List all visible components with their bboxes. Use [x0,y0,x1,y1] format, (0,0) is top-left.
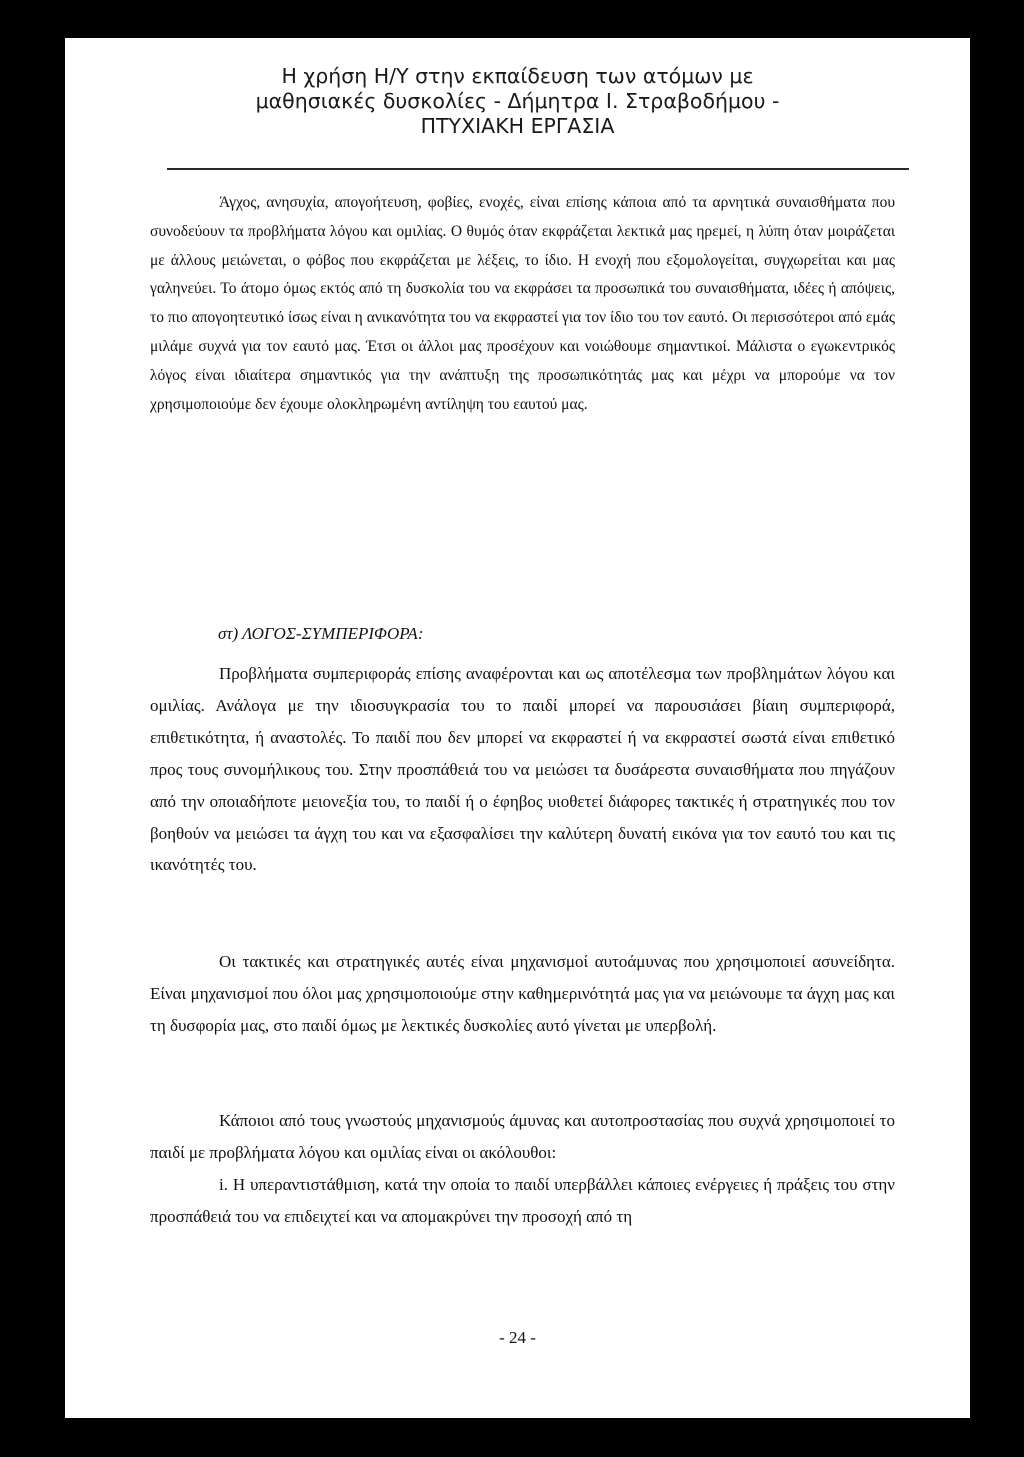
header-line-3: ΠΤΥΧΙΑΚΗ ΕΡΓΑΣΙΑ [420,114,615,138]
page-number: - 24 - [499,1328,536,1347]
paragraph-2: Προβλήματα συμπεριφοράς επίσης αναφέρονται και ως αποτέλεσμα των προβλημάτων λόγου και ομιλίας. Ανάλογα με την ιδιοσυγκρασία του το παιδί μπορεί να παρουσιάσει βίαιη συμπεριφορά, επιθετικότητα, ή αναστολές. Το παιδί που δεν μπορεί να εκφραστεί ή να εκφραστεί σωστά είναι επιθετικό προς τους συνομήλικους του. Στην προσπάθειά του να μειώσει τα δυσάρεστα συναισθήματα που πηγάζουν από την οποιαδήποτε μειονεξία του, το παιδί ή ο έφηβος υιοθετεί διάφορες τακτικές ή στρατηγικές που τον βοηθούν να μειώσει τα άγχη του και να εξασφαλίσει την καλύτερη δυνατή εικόνα για τον εαυτό του και τις ικανότητές του. [150,664,895,875]
header-line-2: μαθησιακές δυσκολίες - Δήμητρα Ι. Στραβοδήμου - [255,89,780,113]
header-line-1: Η χρήση Η/Υ στην εκπαίδευση των ατόμων με [281,64,754,88]
paragraph-3: Οι τακτικές και στρατηγικές αυτές είναι μηχανισμοί αυτοάμυνας που χρησιμοποιεί ασυνείδητα. Είναι μηχανισμοί που όλοι μας χρησιμοποιούμε στην καθημερινότητά μας για να μειώνουμε τα άγχη μας και τη δυσφορία μας, στο παιδί όμως με λεκτικές δυσκολίες αυτό γίνεται με υπερβολή. [150,952,895,1035]
section-title: στ) ΛΟΓΟΣ-ΣΥΜΠΕΡΙΦΟΡΑ: [218,624,424,643]
header-divider [167,168,909,170]
paragraph-1: Άγχος, ανησυχία, απογοήτευση, φοβίες, ενοχές, είναι επίσης κάποια από τα αρνητικά συναισθήματα που συνοδεύουν τα προβλήματα λόγου και ομιλίας. Ο θυμός όταν εκφράζεται λεκτικά μας ηρεμεί, η λύπη όταν μοιράζεται με άλλους μειώνεται, ο φόβος που εκφράζεται με λέξεις, το ίδιο. Η ενοχή που εξομολογείται, συγχωρείται και μας γαληνεύει. Το άτομο όμως εκτός από τη δυσκολία του να εκφράσει τα προσωπικά του συναισθήματα, ιδέες ή απόψεις, το πιο απογοητευτικό ίσως είναι η ανικανότητα του να εκφραστεί για τον ίδιο του τον εαυτό. Οι περισσότεροι από εμάς μιλάμε συχνά για τον εαυτό μας. Έτσι οι άλλοι μας προσέχουν και νοιώθουμε σημαντικοί. Μάλιστα ο εγωκεντρικός λόγος είναι ιδιαίτερα σημαντικός για την ανάπτυξη της προσωπικότητάς μας και μέχρι να μπορούμε να τον χρησιμοποιούμε δεν έχουμε ολοκληρωμένη αντίληψη του εαυτού μας. [150,194,895,413]
paragraph-4: Κάποιοι από τους γνωστούς μηχανισμούς άμυνας και αυτοπροστασίας που συχνά χρησιμοποιεί το παιδί με προβλήματα λόγου και ομιλίας είναι οι ακόλουθοι: [150,1111,895,1162]
document-page [65,38,970,1418]
paragraph-5: i. Η υπεραντιστάθμιση, κατά την οποία το παιδί υπερβάλλει κάποιες ενέργειες ή πράξεις του στην προσπάθειά του να επιδειχτεί και να απομακρύνει την προσοχή από τη [150,1175,895,1226]
running-header [65,64,970,139]
